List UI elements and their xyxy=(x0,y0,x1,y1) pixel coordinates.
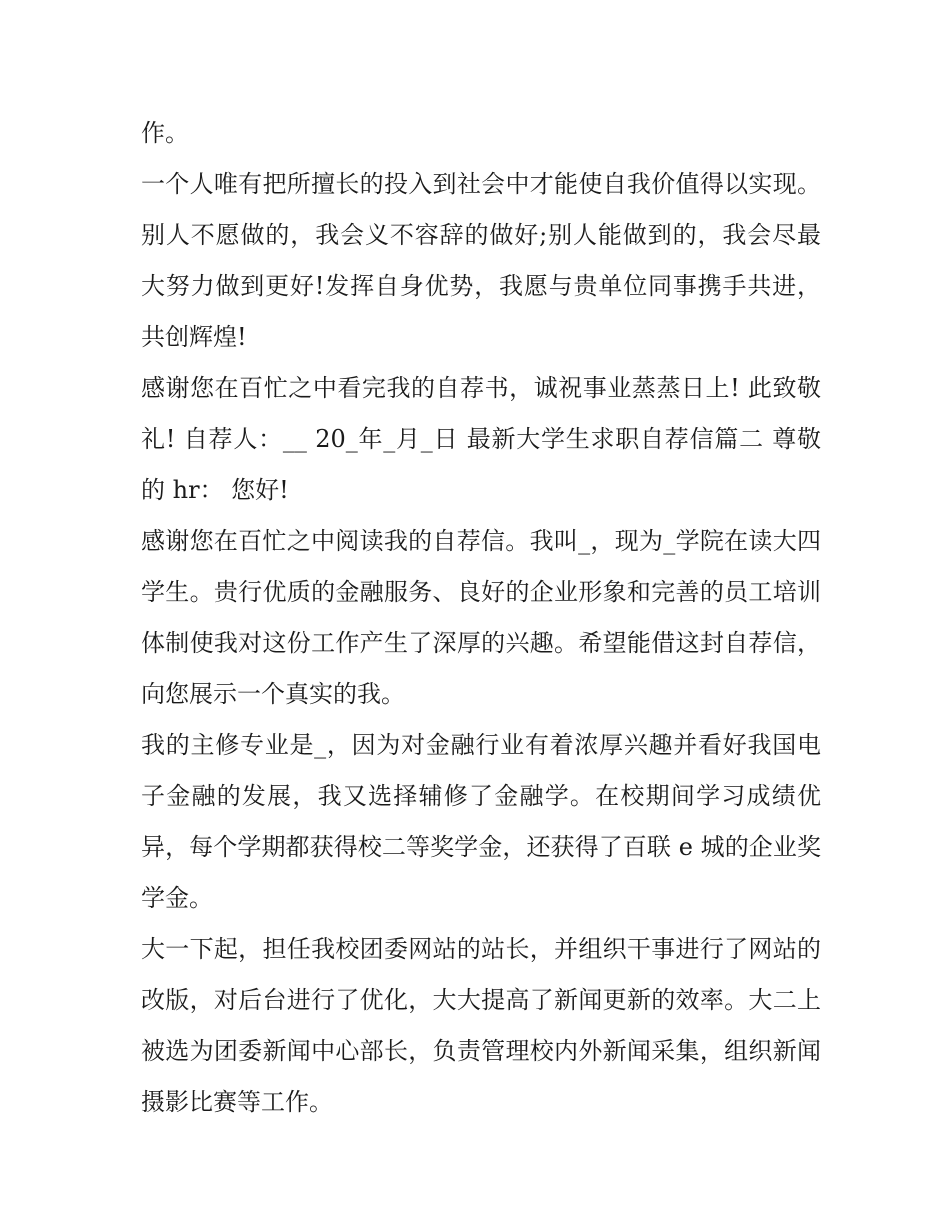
paragraph-6: 大一下起，担任我校团委网站的站长，并组织干事进行了网站的改版，对后台进行了优化，大大提高了新闻更新的效率。大二上被选为团委新闻中心部长，负责管理校内外新闻采集，组织新闻摄影比赛等工作。 xyxy=(141,935,821,1116)
paragraph-3: 感谢您在百忙之中看完我的自荐书，诚祝事业蒸蒸日上! 此致敬礼! 自荐人：__ 20_年_月_日 最新大学生求职自荐信篇二 尊敬的 hr： 您好! xyxy=(141,374,821,504)
paragraph-2: 一个人唯有把所擅长的投入到社会中才能使自我价值得以实现。别人不愿做的，我会义不容辞的做好;别人能做到的，我会尽最大努力做到更好!发挥自身优势，我愿与贵单位同事携手共进，共创辉煌! xyxy=(141,170,821,351)
paragraph-1: 作。 xyxy=(141,119,189,147)
document-body xyxy=(141,108,821,1128)
paragraph-4: 感谢您在百忙之中阅读我的自荐信。我叫_，现为_学院在读大四学生。贵行优质的金融服务、良好的企业形象和完善的员工培训体制使我对这份工作产生了深厚的兴趣。希望能借这封自荐信，向您展示一个真实的我。 xyxy=(141,527,821,708)
paragraph-5: 我的主修专业是_，因为对金融行业有着浓厚兴趣并看好我国电子金融的发展，我又选择辅修了金融学。在校期间学习成绩优异，每个学期都获得校二等奖学金，还获得了百联 e 城的企业奖学金。 xyxy=(141,731,821,912)
